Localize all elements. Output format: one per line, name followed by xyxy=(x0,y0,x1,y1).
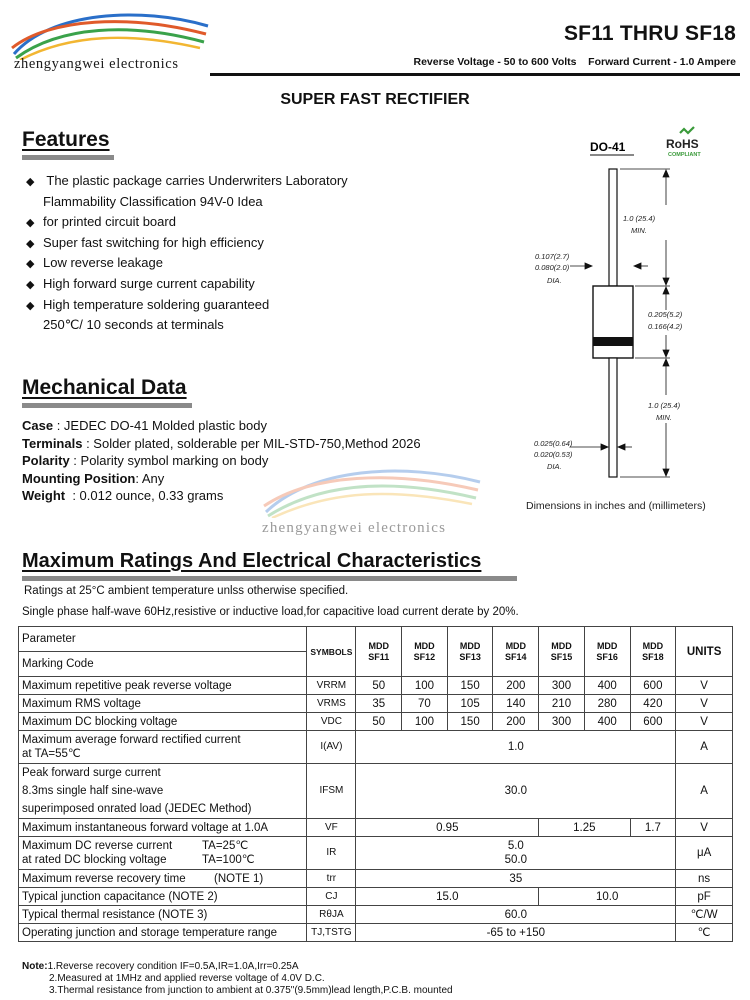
dim-body-length-max: 0.205(5.2) xyxy=(648,310,683,319)
heading-shadow xyxy=(22,403,192,408)
diamond-bullet-icon: ◆ xyxy=(26,237,35,250)
value-cell: 1.7 xyxy=(630,819,676,837)
symbol-cell: IFSM xyxy=(307,764,356,819)
param-cell: Operating junction and storage temperature range xyxy=(19,924,307,942)
symbol-cell: TJ,TSTG xyxy=(307,924,356,942)
dim-lead-dia-max: 0.025(0.64) xyxy=(534,439,573,448)
unit-cell: μA xyxy=(676,837,733,870)
symbol-cell: VRMS xyxy=(307,695,356,713)
value-cell: 60.0 xyxy=(356,906,676,924)
value-cell: -65 to +150 xyxy=(356,924,676,942)
dim-body-dia-min: 0.080(2.0) xyxy=(535,263,570,272)
param-cell: Maximum reverse recovery time (NOTE 1) xyxy=(19,870,307,888)
value-cell: 10.0 xyxy=(539,888,676,906)
param-header: Parameter xyxy=(19,627,307,652)
symbols-header: SYMBOLS xyxy=(307,627,356,677)
table-row xyxy=(19,837,733,870)
table-row xyxy=(19,627,733,652)
note-3: 3.Thermal resistance from junction to ambient at 0.375"(9.5mm)lead length,P.C.B. mounted xyxy=(49,985,453,996)
column-header: MDD SF15 xyxy=(539,627,585,677)
svg-text:RoHS: RoHS xyxy=(666,137,699,151)
param-cell: Maximum RMS voltage xyxy=(19,695,307,713)
value-cell: 150 xyxy=(447,713,493,731)
mechanical-heading: Mechanical Data xyxy=(22,376,187,399)
column-header: MDD SF14 xyxy=(493,627,539,677)
header-rule xyxy=(210,73,740,76)
unit-cell: A xyxy=(676,764,733,819)
dim-dia-label: DIA. xyxy=(547,462,562,471)
symbol-cell: VDC xyxy=(307,713,356,731)
value-cell: 200 xyxy=(493,713,539,731)
symbol-cell: I(AV) xyxy=(307,731,356,764)
package-name: DO-41 xyxy=(590,140,626,154)
table-row xyxy=(19,713,733,731)
value-cell: 400 xyxy=(584,713,630,731)
symbol-cell: VRRM xyxy=(307,677,356,695)
dim-min-top: MIN. xyxy=(631,226,647,235)
table-row xyxy=(19,677,733,695)
column-header: MDD SF13 xyxy=(447,627,493,677)
symbol-cell: trr xyxy=(307,870,356,888)
symbol-cell: RθJA xyxy=(307,906,356,924)
dim-body-length-min: 0.166(4.2) xyxy=(648,322,683,331)
unit-cell: pF xyxy=(676,888,733,906)
symbol-cell: IR xyxy=(307,837,356,870)
unit-cell: V xyxy=(676,677,733,695)
diamond-bullet-icon: ◆ xyxy=(26,299,35,312)
rohs-icon xyxy=(666,127,701,158)
column-header: MDD SF18 xyxy=(630,627,676,677)
dim-lead-length-top: 1.0 (25.4) xyxy=(623,214,656,223)
param-cell: Maximum repetitive peak reverse voltage xyxy=(19,677,307,695)
diamond-bullet-icon: ◆ xyxy=(26,217,35,230)
value-cell: 100 xyxy=(402,677,448,695)
unit-cell: V xyxy=(676,695,733,713)
dim-lead-length-bottom: 1.0 (25.4) xyxy=(648,401,681,410)
symbol-cell: VF xyxy=(307,819,356,837)
value-cell: 35 xyxy=(356,695,402,713)
column-header: MDD SF11 xyxy=(356,627,402,677)
value-cell: 5.0 50.0 xyxy=(356,837,676,870)
table-row xyxy=(19,819,733,837)
table-row xyxy=(19,924,733,942)
part-title: SF11 THRU SF18 xyxy=(563,22,736,45)
table-row xyxy=(19,695,733,713)
param-cell: Maximum average forward rectified current at TA=55℃ xyxy=(19,731,307,764)
param-cell: Maximum instantaneous forward voltage at 1.0A xyxy=(19,819,307,837)
note-2: 2.Measured at 1MHz and applied reverse voltage of 4.0V D.C. xyxy=(49,973,325,984)
unit-cell: ℃/W xyxy=(676,906,733,924)
do41-package-drawing xyxy=(520,125,740,515)
value-cell: 300 xyxy=(539,713,585,731)
table-row xyxy=(19,906,733,924)
unit-cell: A xyxy=(676,731,733,764)
ratings-heading: Maximum Ratings And Electrical Characteristics xyxy=(22,550,482,572)
watermark-text: zhengyangwei electronics xyxy=(262,520,447,536)
value-cell: 400 xyxy=(584,677,630,695)
company-name: zhengyangwei electronics xyxy=(14,56,179,72)
value-cell: 1.0 xyxy=(356,731,676,764)
diamond-bullet-icon: ◆ xyxy=(26,176,35,188)
watermark-logo-arcs xyxy=(262,462,482,518)
value-cell: 15.0 xyxy=(356,888,539,906)
value-cell: 100 xyxy=(402,713,448,731)
list-item: 250℃/ 10 seconds at terminals xyxy=(43,317,224,333)
param-cell: Maximum DC reverse current TA=25℃ at rated DC blocking voltage TA=100℃ xyxy=(19,837,307,870)
value-cell: 35 xyxy=(356,870,676,888)
spec-line: Reverse Voltage - 50 to 600 Volts Forward Current - 1.0 Ampere xyxy=(413,56,736,68)
value-cell: 0.95 xyxy=(356,819,539,837)
ratings-note-1: Ratings at 25°C ambient temperature unlss otherwise specified. xyxy=(24,585,349,597)
unit-cell: V xyxy=(676,819,733,837)
table-row xyxy=(19,764,733,819)
bottom-lead xyxy=(609,358,617,477)
ratings-table xyxy=(18,626,733,942)
value-cell: 50 xyxy=(356,677,402,695)
table-row xyxy=(19,888,733,906)
value-cell: 140 xyxy=(493,695,539,713)
diamond-bullet-icon: ◆ xyxy=(26,258,35,271)
marking-code-label: Marking Code xyxy=(19,652,307,677)
param-cell: Maximum DC blocking voltage xyxy=(19,713,307,731)
list-item: ◆ for printed circuit board xyxy=(26,212,376,233)
value-cell: 200 xyxy=(493,677,539,695)
column-header: MDD SF12 xyxy=(402,627,448,677)
units-header: UNITS xyxy=(676,627,733,677)
footnotes xyxy=(22,961,453,997)
list-item: ◆ The plastic package carries Underwriters Laboratory xyxy=(26,171,376,192)
value-cell: 210 xyxy=(539,695,585,713)
value-cell: 1.25 xyxy=(539,819,630,837)
list-item: Mounting Position: Any xyxy=(22,470,165,486)
table-row xyxy=(19,731,733,764)
unit-cell: ns xyxy=(676,870,733,888)
param-cell: Peak forward surge current 8.3ms single half sine-wave superimposed onrated load (JEDEC Method) xyxy=(19,764,307,819)
unit-cell: ℃ xyxy=(676,924,733,942)
features-heading: Features xyxy=(22,128,110,151)
heading-shadow xyxy=(22,576,517,581)
list-item: Case : JEDEC DO-41 Molded plastic body xyxy=(22,418,267,433)
dim-min-bottom: MIN. xyxy=(656,413,672,422)
heading-shadow xyxy=(22,155,114,160)
ratings-note-2: Single phase half-wave 60Hz,resistive or inductive load,for capacitive load current derate by 20%. xyxy=(22,606,519,618)
page-subtitle: SUPER FAST RECTIFIER xyxy=(280,91,470,108)
cathode-band xyxy=(593,337,633,346)
dim-dia-label: DIA. xyxy=(547,276,562,285)
company-logo-arcs xyxy=(10,8,210,60)
value-cell: 70 xyxy=(402,695,448,713)
list-item: Polarity : Polarity symbol marking on body xyxy=(22,453,269,468)
value-cell: 150 xyxy=(447,677,493,695)
list-item: ◆ Low reverse leakage xyxy=(26,253,376,274)
dim-lead-dia-min: 0.020(0.53) xyxy=(534,450,573,459)
top-lead xyxy=(609,169,617,286)
table-row xyxy=(19,870,733,888)
diode-body xyxy=(593,286,633,358)
value-cell: 50 xyxy=(356,713,402,731)
list-item: Flammability Classification 94V-0 Idea xyxy=(43,193,263,209)
diamond-bullet-icon: ◆ xyxy=(26,278,35,291)
param-cell: Typical thermal resistance (NOTE 3) xyxy=(19,906,307,924)
svg-text:COMPLIANT: COMPLIANT xyxy=(668,152,701,158)
value-cell: 420 xyxy=(630,695,676,713)
value-cell: 280 xyxy=(584,695,630,713)
dim-body-dia-max: 0.107(2.7) xyxy=(535,252,570,261)
column-header: MDD SF16 xyxy=(584,627,630,677)
list-item: ◆ High temperature soldering guaranteed xyxy=(26,295,376,316)
list-item: ◆ Super fast switching for high efficiency xyxy=(26,233,376,254)
list-item: ◆ High forward surge current capability xyxy=(26,274,376,295)
notes-label: Note: xyxy=(22,961,48,972)
unit-cell: V xyxy=(676,713,733,731)
features-list xyxy=(26,171,376,336)
dimensions-caption: Dimensions in inches and (millimeters) xyxy=(526,500,706,512)
list-item: Terminals : Solder plated, solderable per MIL-STD-750,Method 2026 xyxy=(22,435,421,451)
value-cell: 600 xyxy=(630,713,676,731)
value-cell: 300 xyxy=(539,677,585,695)
value-cell: 30.0 xyxy=(356,764,676,819)
note-1: 1.Reverse recovery condition IF=0.5A,IR=1.0A,Irr=0.25A xyxy=(47,961,299,972)
value-cell: 600 xyxy=(630,677,676,695)
param-cell: Typical junction capacitance (NOTE 2) xyxy=(19,888,307,906)
value-cell: 105 xyxy=(447,695,493,713)
symbol-cell: CJ xyxy=(307,888,356,906)
list-item: Weight : 0.012 ounce, 0.33 grams xyxy=(22,488,224,503)
